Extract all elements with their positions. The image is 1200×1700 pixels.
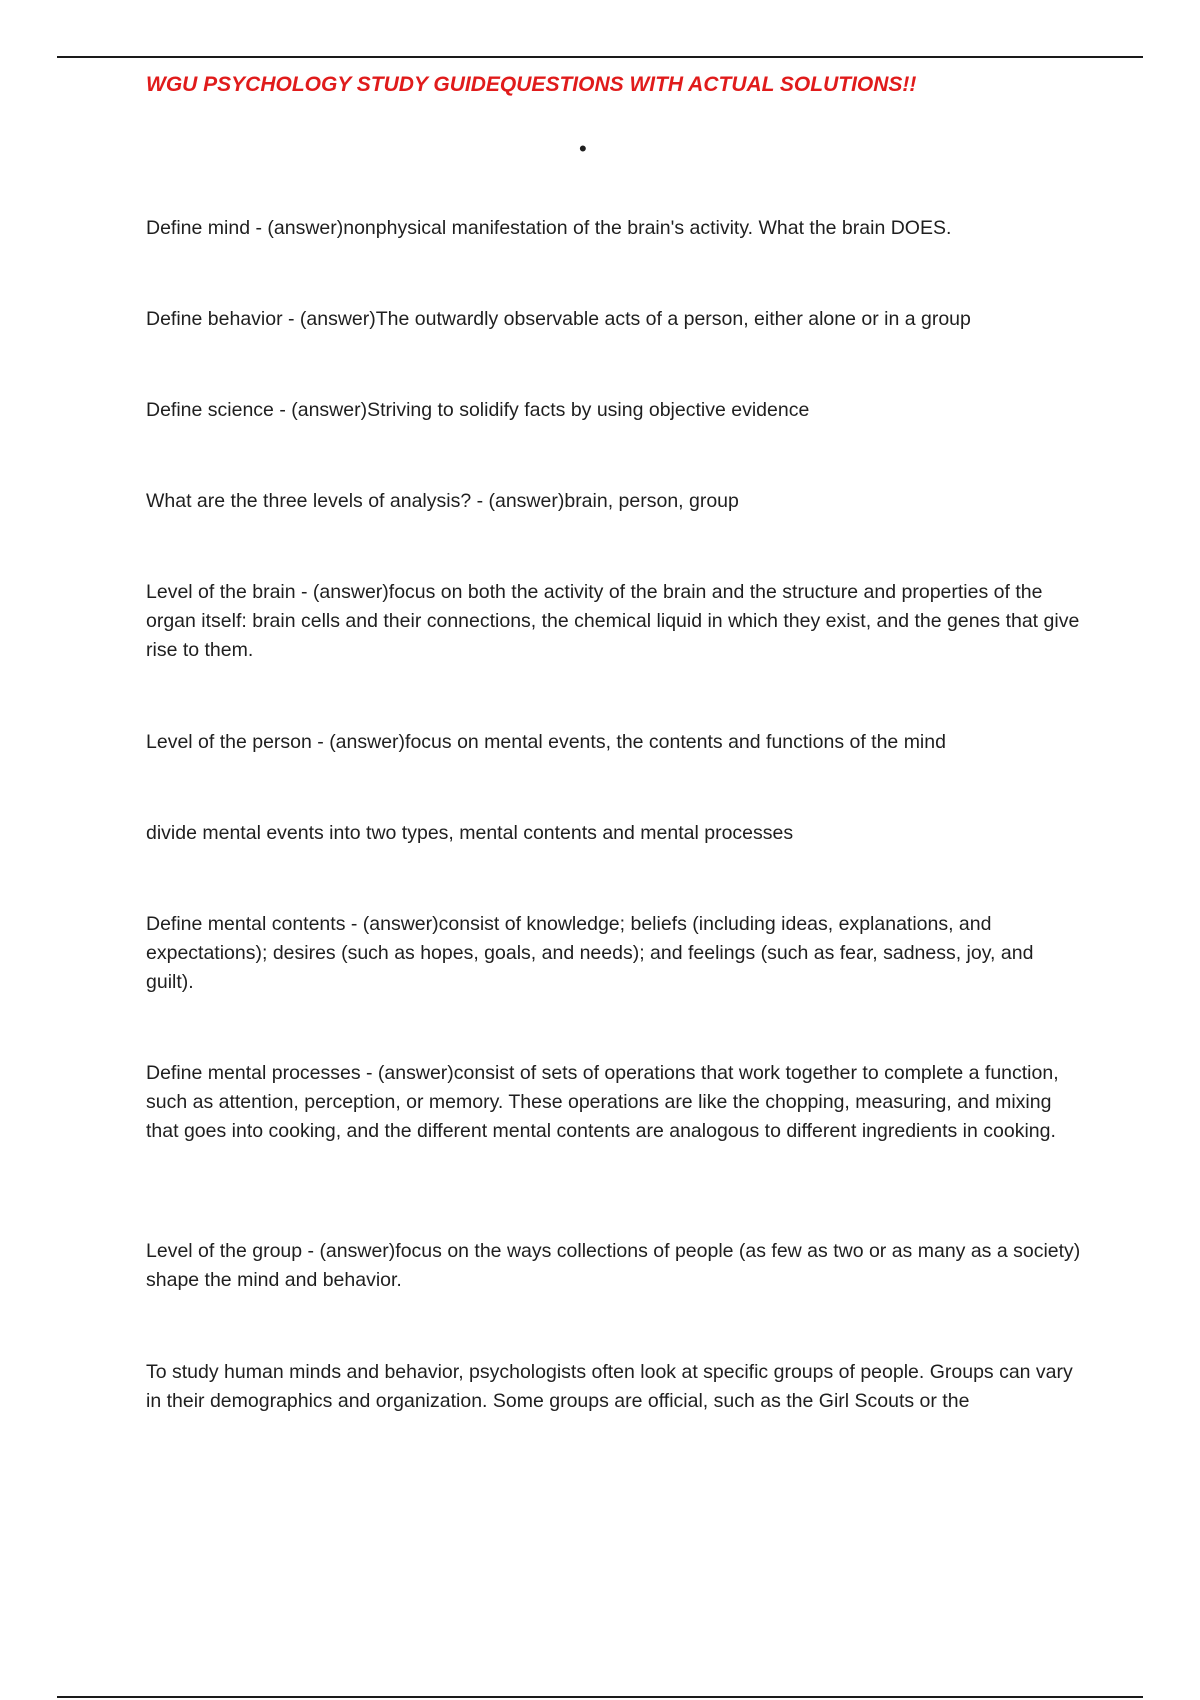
entry-define-mind: Define mind - (answer)nonphysical manifestation of the brain's activity. What the brain DOES. — [146, 217, 952, 239]
entry-define-behavior: Define behavior - (answer)The outwardly observable acts of a person, either alone or in a group — [146, 308, 971, 330]
bullet-marker: • — [579, 136, 587, 161]
entry-study-groups: To study human minds and behavior, psychologists often look at specific groups of people. Groups can vary in their demographics and organization. Some groups are official, such as the Girl Scouts or the — [146, 1361, 1073, 1412]
entry-mental-contents: Define mental contents - (answer)consist of knowledge; beliefs (including ideas, explanations, and expectations); desires (such as hopes, goals, and needs); and feelings (such as fear, sadness, joy, and guilt). — [146, 913, 1034, 993]
top-rule — [57, 56, 1143, 58]
entry-levels-of-analysis: What are the three levels of analysis? - (answer)brain, person, group — [146, 490, 739, 512]
entry-mental-processes: Define mental processes - (answer)consist of sets of operations that work together to complete a function, such as attention, perception, or memory. These operations are like the chopping, measuring, and mixing that goes into cooking, and the different mental contents are analogous to different ingredients in cooking. — [146, 1062, 1059, 1142]
entry-level-of-brain: Level of the brain - (answer)focus on both the activity of the brain and the structure and properties of the organ itself: brain cells and their connections, the chemical liquid in which they exist, and the genes that give rise to them. — [146, 581, 1080, 661]
entry-mental-events: divide mental events into two types, mental contents and mental processes — [146, 822, 794, 844]
entry-level-of-group: Level of the group - (answer)focus on the ways collections of people (as few as two or as many as a society) shape the mind and behavior. — [146, 1240, 1081, 1291]
bottom-rule — [57, 1696, 1143, 1698]
entry-level-of-person: Level of the person - (answer)focus on mental events, the contents and functions of the mind — [146, 731, 946, 753]
document-title: WGU PSYCHOLOGY STUDY GUIDEQUESTIONS WITH ACTUAL SOLUTIONS!! — [146, 73, 917, 96]
entry-define-science: Define science - (answer)Striving to solidify facts by using objective evidence — [146, 399, 810, 421]
